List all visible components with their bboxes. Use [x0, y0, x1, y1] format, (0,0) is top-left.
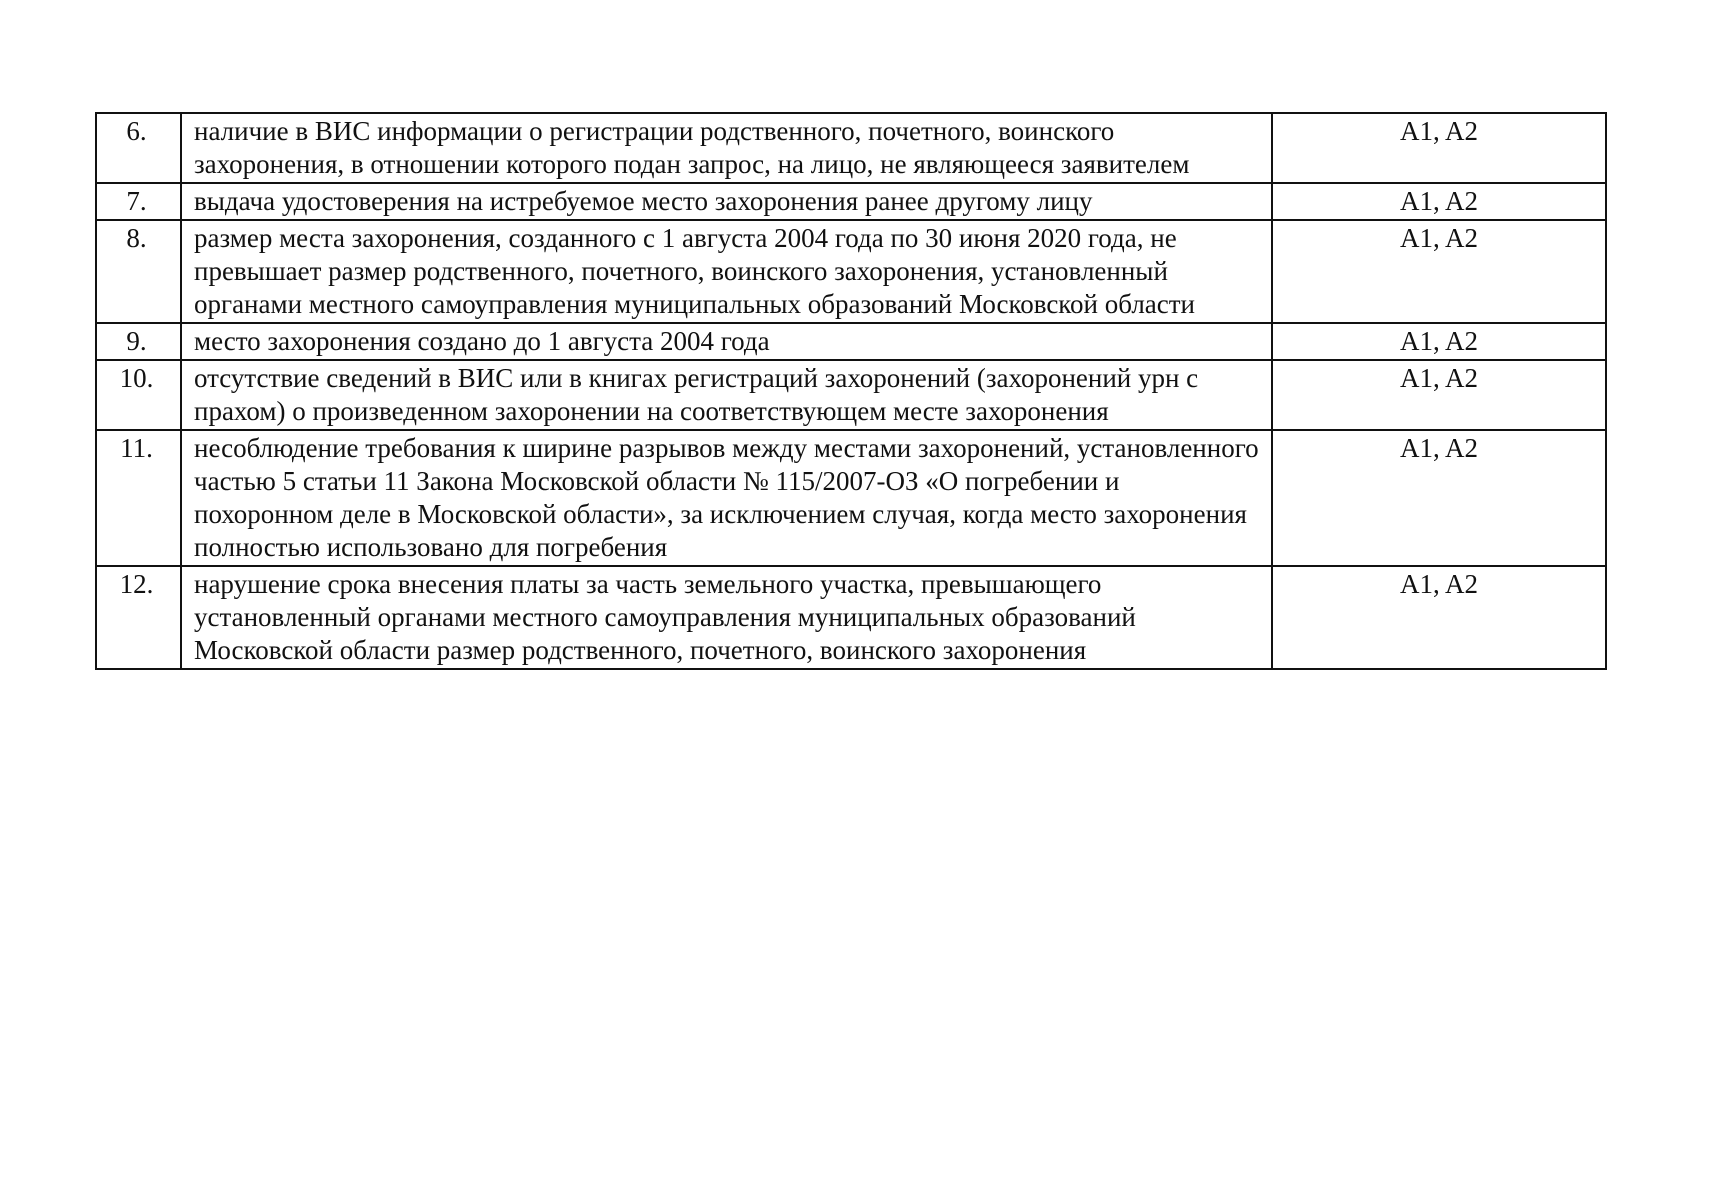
row-description: несоблюдение требования к ширине разрывов между местами захоронений, установленного частью 5 статьи 11 Закона Московской области № 115/2007-ОЗ «О погребении и похоронном деле в Московской области», за исключением случая, когда место захоронения полностью использовано для погребения [181, 430, 1272, 566]
row-codes: A1, A2 [1272, 566, 1606, 669]
table-row [96, 430, 1606, 566]
row-codes: A1, A2 [1272, 220, 1606, 323]
table-row [96, 566, 1606, 669]
row-codes: A1, A2 [1272, 113, 1606, 183]
row-description: наличие в ВИС информации о регистрации родственного, почетного, воинского захоронения, в отношении которого подан запрос, на лицо, не являющееся заявителем [181, 113, 1272, 183]
table-row [96, 323, 1606, 360]
table-row [96, 183, 1606, 220]
table-row [96, 220, 1606, 323]
row-codes: A1, A2 [1272, 430, 1606, 566]
table-row [96, 113, 1606, 183]
row-number: 6. [96, 113, 181, 183]
row-codes: A1, A2 [1272, 323, 1606, 360]
row-codes: A1, A2 [1272, 360, 1606, 430]
row-description: нарушение срока внесения платы за часть земельного участка, превышающего установленный органами местного самоуправления муниципальных образований Московской области размер родственного, почетного, воинского захоронения [181, 566, 1272, 669]
row-number: 12. [96, 566, 181, 669]
row-codes: A1, A2 [1272, 183, 1606, 220]
row-number: 8. [96, 220, 181, 323]
table-row [96, 360, 1606, 430]
grounds-table [95, 112, 1607, 670]
row-number: 11. [96, 430, 181, 566]
row-number: 9. [96, 323, 181, 360]
row-description: размер места захоронения, созданного с 1 августа 2004 года по 30 июня 2020 года, не превышает размер родственного, почетного, воинского захоронения, установленный органами местного самоуправления муниципальных образований Московской области [181, 220, 1272, 323]
row-number: 7. [96, 183, 181, 220]
row-description: отсутствие сведений в ВИС или в книгах регистраций захоронений (захоронений урн с прахом) о произведенном захоронении на соответствующем месте захоронения [181, 360, 1272, 430]
row-description: место захоронения создано до 1 августа 2004 года [181, 323, 1272, 360]
row-description: выдача удостоверения на истребуемое место захоронения ранее другому лицу [181, 183, 1272, 220]
row-number: 10. [96, 360, 181, 430]
